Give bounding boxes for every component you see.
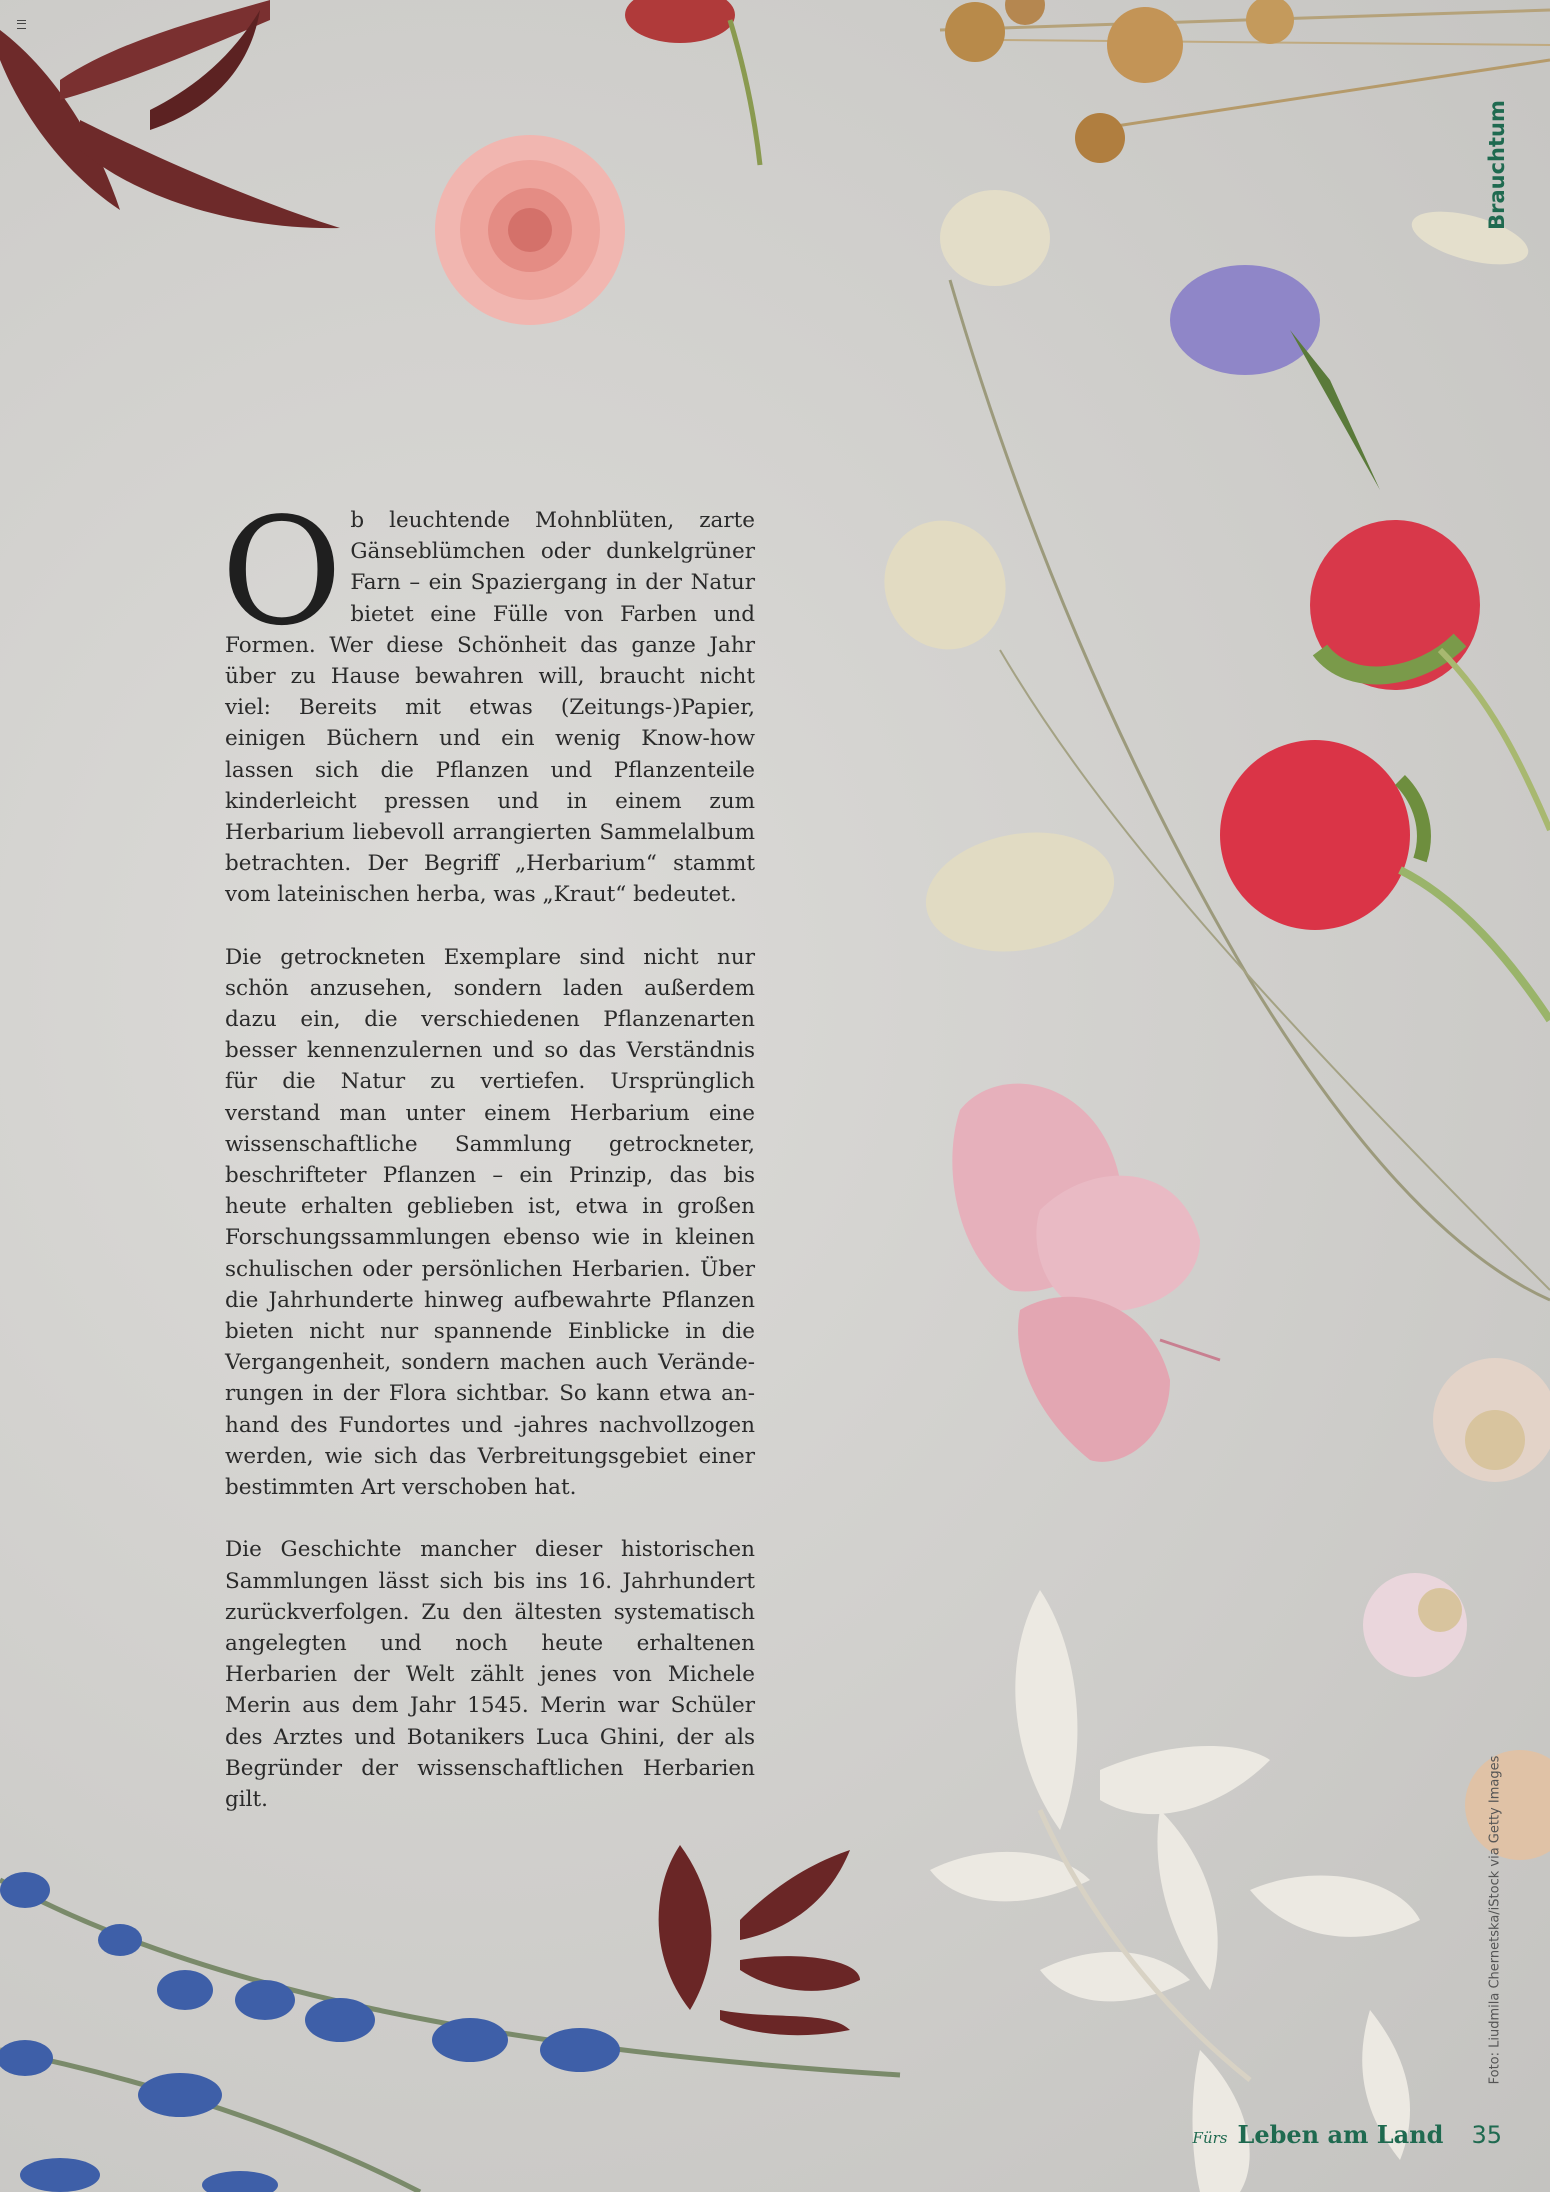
grass-tuft-1 — [940, 190, 1050, 286]
section-label — [1472, 100, 1522, 230]
paragraph-1 — [221, 486, 755, 911]
pink-petals — [952, 1084, 1220, 1462]
magazine-name: Leben am Land — [1237, 2120, 1444, 2149]
seed-pods-top-right — [940, 0, 1550, 163]
purple-flower — [1170, 265, 1380, 490]
photo-credit-text: Foto: Liudmila Chernetska/iStock via Getty Images — [1487, 1755, 1503, 2085]
red-leaves-top-left — [0, 0, 340, 228]
article-body — [221, 486, 755, 1846]
page-number: 35 — [1471, 2121, 1502, 2149]
paragraph-2: Die getrockneten Exemplare sind nicht nur schön anzusehen, sondern laden außerdem dazu ein, die verschiedenen Pflanzenarten besser kennenzulernen und so das Verständnis für die Natur zu vertiefen. Ursprünglich verstand man unter einem Herbarium eine wissenschaftliche Sammlung getrockneter, beschrifteter Pflanzen – ein Prinzip, das bis heute erhalten geblieben ist, etwa in großen Forschungssammlungen ebenso wie in kleinen schulischen oder persönlichen Herbarien. Über die Jahrhunderte hinweg aufbewahrte Pflanzen bieten nicht nur spannende Einblicke in die Vergangenheit, sondern machen auch Veränderungen in der Flora sichtbar. So kann etwa anhand des Fundortes und -jahres nachvollzogen werden, wie sich das Verbreitungsgebiet einer bestimmten Art verschoben hat. — [225, 944, 755, 1501]
magazine-prefix: Fürs — [1192, 2129, 1228, 2147]
pink-flower-top — [435, 135, 625, 325]
photo-credit — [1470, 1755, 1520, 2085]
red-leaves-bottom — [659, 1845, 860, 2035]
dropcap: O — [221, 486, 343, 658]
page-footer — [1193, 2120, 1502, 2149]
section-label-text: Brauchtum — [1485, 100, 1509, 230]
grass-tuft-3 — [916, 818, 1123, 965]
grass-tuft-2 — [866, 503, 1023, 666]
red-flower-2 — [1220, 740, 1550, 1020]
menu-icon[interactable] — [17, 20, 26, 29]
white-leaves — [930, 1590, 1420, 2192]
paragraph-1-text: b leuchtende Mohnblüten, zarte Gänseblümchen oder dunkelgrüner Farn – ein Spaziergang in der Natur bietet eine Fülle von Farben und Formen. Wer diese Schönheit das ganze Jahr über zu Hause bewahren will, braucht nicht viel: Bereits mit etwas (Zeitungs-)Papier, einigen Büchern und ein wenig Know-how lassen sich die Pflanzen und Pflanzenteile kinderleicht pressen und in einem zum Herbarium liebevoll arrangierten Sammelalbum betrachten. Der Begriff „Herbarium“ stammt vom lateinischen herba, was „Kraut“ bedeutet. — [225, 508, 755, 908]
paragraph-3: Die Geschichte mancher dieser historischen Sammlungen lässt sich bis ins 16. Jahrhundert zurückverfolgen. Zu den ältesten systematisch angelegten und noch heute erhaltenen Herbarien der Welt zählt jenes von Michele Merin aus dem Jahr 1545. Merin war Schüler des Arztes und Botanikers Luca Ghini, der als Begründer der wissenschaftlichen Herbarien gilt. — [225, 1537, 755, 1812]
